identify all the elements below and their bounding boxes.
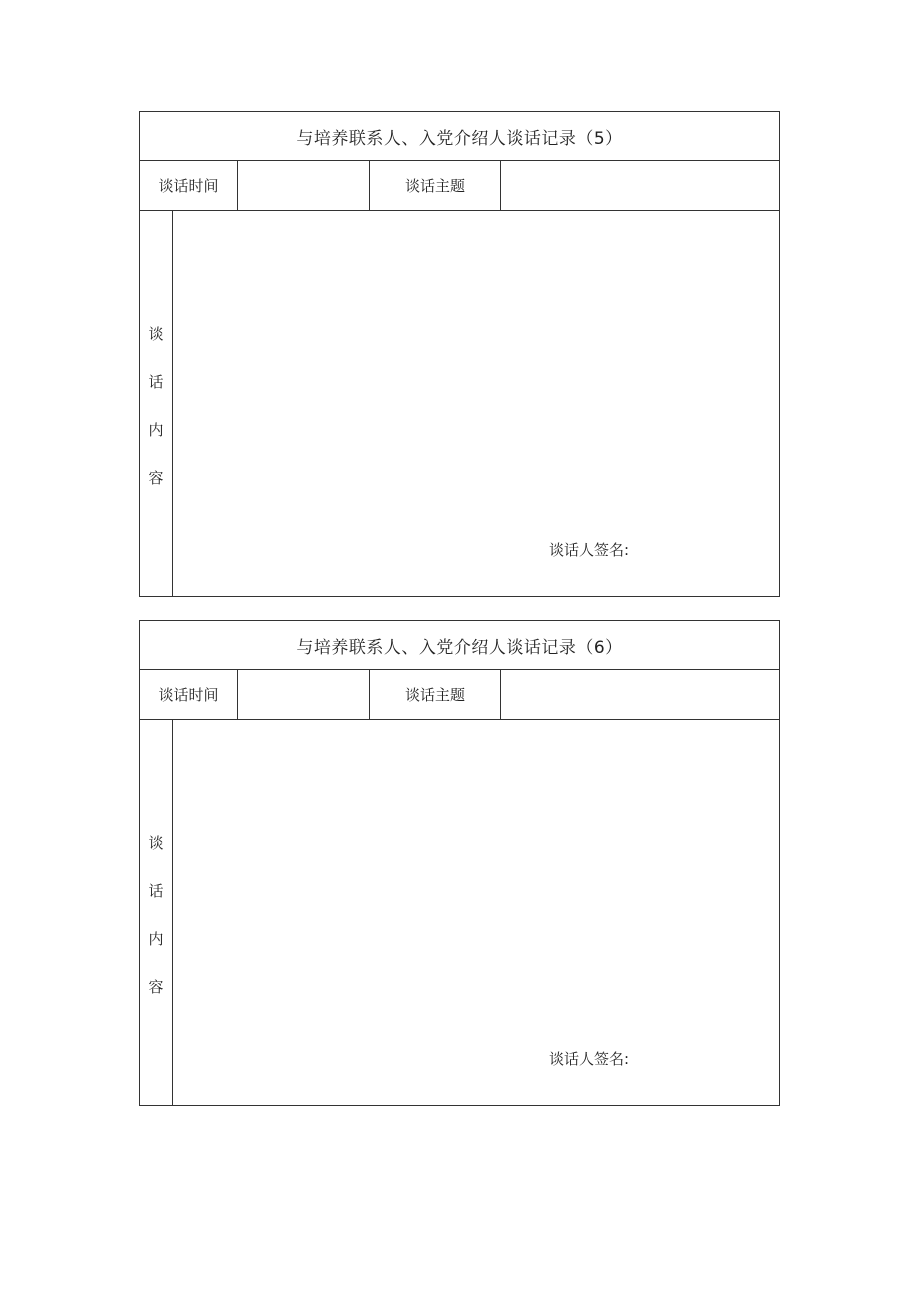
meta-row (140, 670, 779, 720)
talk-content-label (140, 211, 173, 596)
label-char: 谈 (148, 324, 164, 343)
label-char: 容 (148, 468, 164, 487)
signature-label: 谈话人签名: (549, 1050, 630, 1068)
talk-record-form (139, 111, 780, 597)
label-char: 话 (148, 881, 164, 900)
talk-record-form (139, 620, 780, 1106)
talk-time-label: 谈话时间 (140, 161, 238, 210)
talk-topic-label: 谈话主题 (370, 670, 501, 719)
form-title: 与培养联系人、入党介绍人谈话记录（6） (140, 621, 779, 670)
talk-time-label: 谈话时间 (140, 670, 238, 719)
talk-topic-label: 谈话主题 (370, 161, 501, 210)
talk-content-label (140, 720, 173, 1105)
label-char: 内 (148, 420, 164, 439)
label-char: 话 (148, 372, 164, 391)
meta-row (140, 161, 779, 211)
label-char: 谈 (148, 833, 164, 852)
talk-topic-field[interactable] (501, 161, 779, 210)
talk-content-field[interactable] (173, 211, 779, 596)
label-char: 容 (148, 977, 164, 996)
form-title: 与培养联系人、入党介绍人谈话记录（5） (140, 112, 779, 161)
label-char: 内 (148, 929, 164, 948)
content-row (140, 720, 779, 1105)
talk-time-field[interactable] (238, 670, 370, 719)
content-row (140, 211, 779, 596)
talk-content-field[interactable] (173, 720, 779, 1105)
talk-time-field[interactable] (238, 161, 370, 210)
signature-label: 谈话人签名: (549, 541, 630, 559)
talk-topic-field[interactable] (501, 670, 779, 719)
